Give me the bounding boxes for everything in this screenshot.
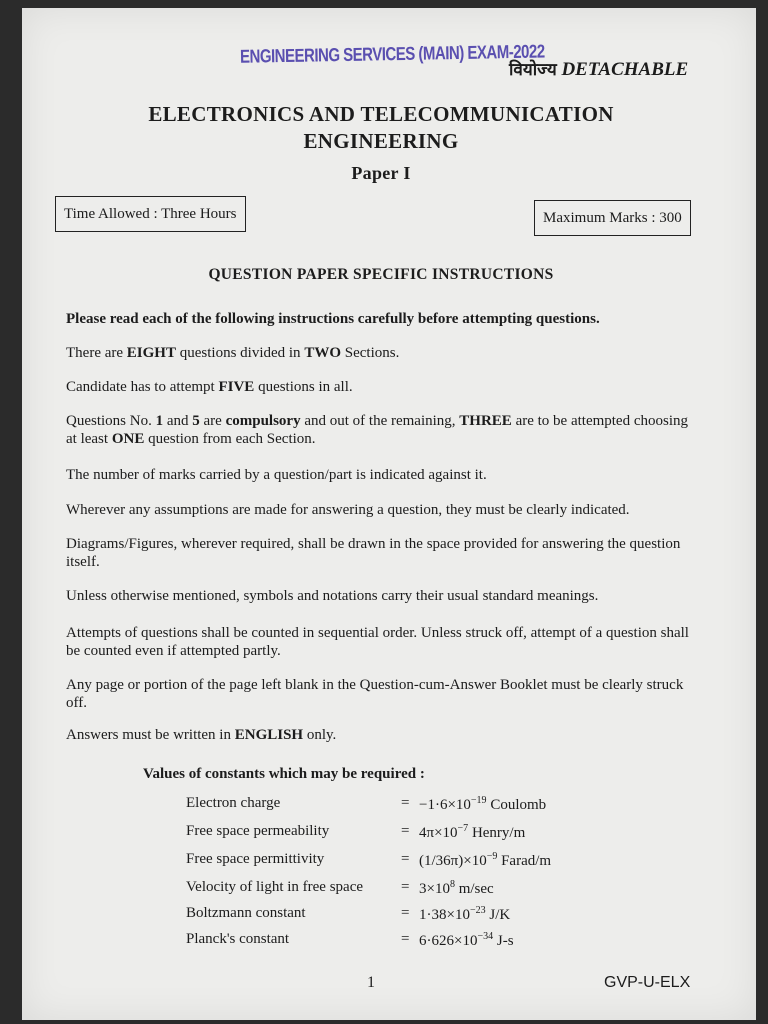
page-number: 1 (367, 974, 375, 991)
constant-value: $(1/36\pi)\times 10^{-9}$ Farad/m (419, 851, 552, 869)
instruction-eight-questions: There are EIGHT questions divided in TWO Sections. (66, 345, 400, 361)
detachable-hindi: वियोज्य (509, 60, 557, 80)
instruction-attempt-five: Candidate has to attempt FIVE questions in all. (66, 379, 353, 395)
detachable-english: DETACHABLE (561, 59, 689, 80)
instruction-sequential-order: Attempts of questions shall be counted in sequential order. Unless struck off, attempt of a question shall be counted even if attempted partly. (66, 625, 689, 659)
constant-name: Free space permeability (186, 823, 330, 839)
constant-equals: = (401, 879, 410, 895)
instruction-blank-pages: Any page or portion of the page left blank in the Question-cum-Answer Booklet must be clearly struck off. (66, 677, 684, 711)
constant-equals: = (401, 795, 410, 811)
constant-row (186, 905, 686, 925)
constant-name: Boltzmann constant (186, 905, 306, 921)
constant-name: Electron charge (186, 795, 281, 811)
instruction-compulsory: Questions No. 1 and 5 are compulsory and out of the remaining, THREE are to be attempted choosing at least ONE question from each Section. (66, 413, 689, 447)
constants-heading: Values of constants which may be required : (143, 766, 425, 782)
instruction-english: Answers must be written in ENGLISH only. (66, 727, 337, 743)
constant-row (186, 931, 686, 951)
constant-row (186, 851, 686, 871)
constant-row (186, 823, 686, 843)
instruction-read-carefully: Please read each of the following instructions carefully before attempting questions. (66, 311, 600, 327)
constant-row (186, 795, 686, 815)
subject-title-line1: ELECTRONICS AND TELECOMMUNICATION (148, 102, 614, 126)
time-allowed-box: Time Allowed : Three Hours (55, 196, 246, 232)
subject-title-line2: ENGINEERING (303, 129, 459, 153)
exam-page (22, 8, 756, 1020)
constant-equals: = (401, 851, 410, 867)
constant-name: Free space permittivity (186, 851, 325, 867)
instruction-symbols: Unless otherwise mentioned, symbols and notations carry their usual standard meanings. (66, 588, 599, 604)
detachable-label (509, 57, 688, 81)
constant-value: $6\cdot 626\times 10^{-34}$ J-s (419, 931, 514, 949)
constant-equals: = (401, 905, 410, 921)
constant-name: Velocity of light in free space (186, 879, 364, 895)
instructions-heading: QUESTION PAPER SPECIFIC INSTRUCTIONS (208, 266, 554, 283)
exam-stamp: ENGINEERING SERVICES (MAIN) EXAM-2022 (239, 41, 545, 68)
constant-equals: = (401, 823, 410, 839)
constant-value: $-1\cdot 6\times 10^{-19}$ Coulomb (419, 795, 547, 813)
instruction-marks: The number of marks carried by a question/part is indicated against it. (66, 467, 487, 483)
paper-title: Paper I (351, 163, 411, 183)
instruction-diagrams: Diagrams/Figures, wherever required, shall be drawn in the space provided for answering the question itself. (66, 536, 681, 570)
constant-value: $3\times 10^8$ m/sec (419, 879, 494, 897)
constant-value: $1\cdot 38\times 10^{-23}$ J/K (419, 905, 511, 923)
constant-equals: = (401, 931, 410, 947)
constant-value: $4\pi\times 10^{-7}$ Henry/m (419, 823, 526, 841)
constant-row (186, 879, 686, 899)
instruction-assumptions: Wherever any assumptions are made for answering a question, they must be clearly indicated. (66, 502, 630, 518)
paper-code: GVP-U-ELX (604, 974, 691, 991)
constant-name: Planck's constant (186, 931, 290, 947)
max-marks-box: Maximum Marks : 300 (534, 200, 691, 236)
